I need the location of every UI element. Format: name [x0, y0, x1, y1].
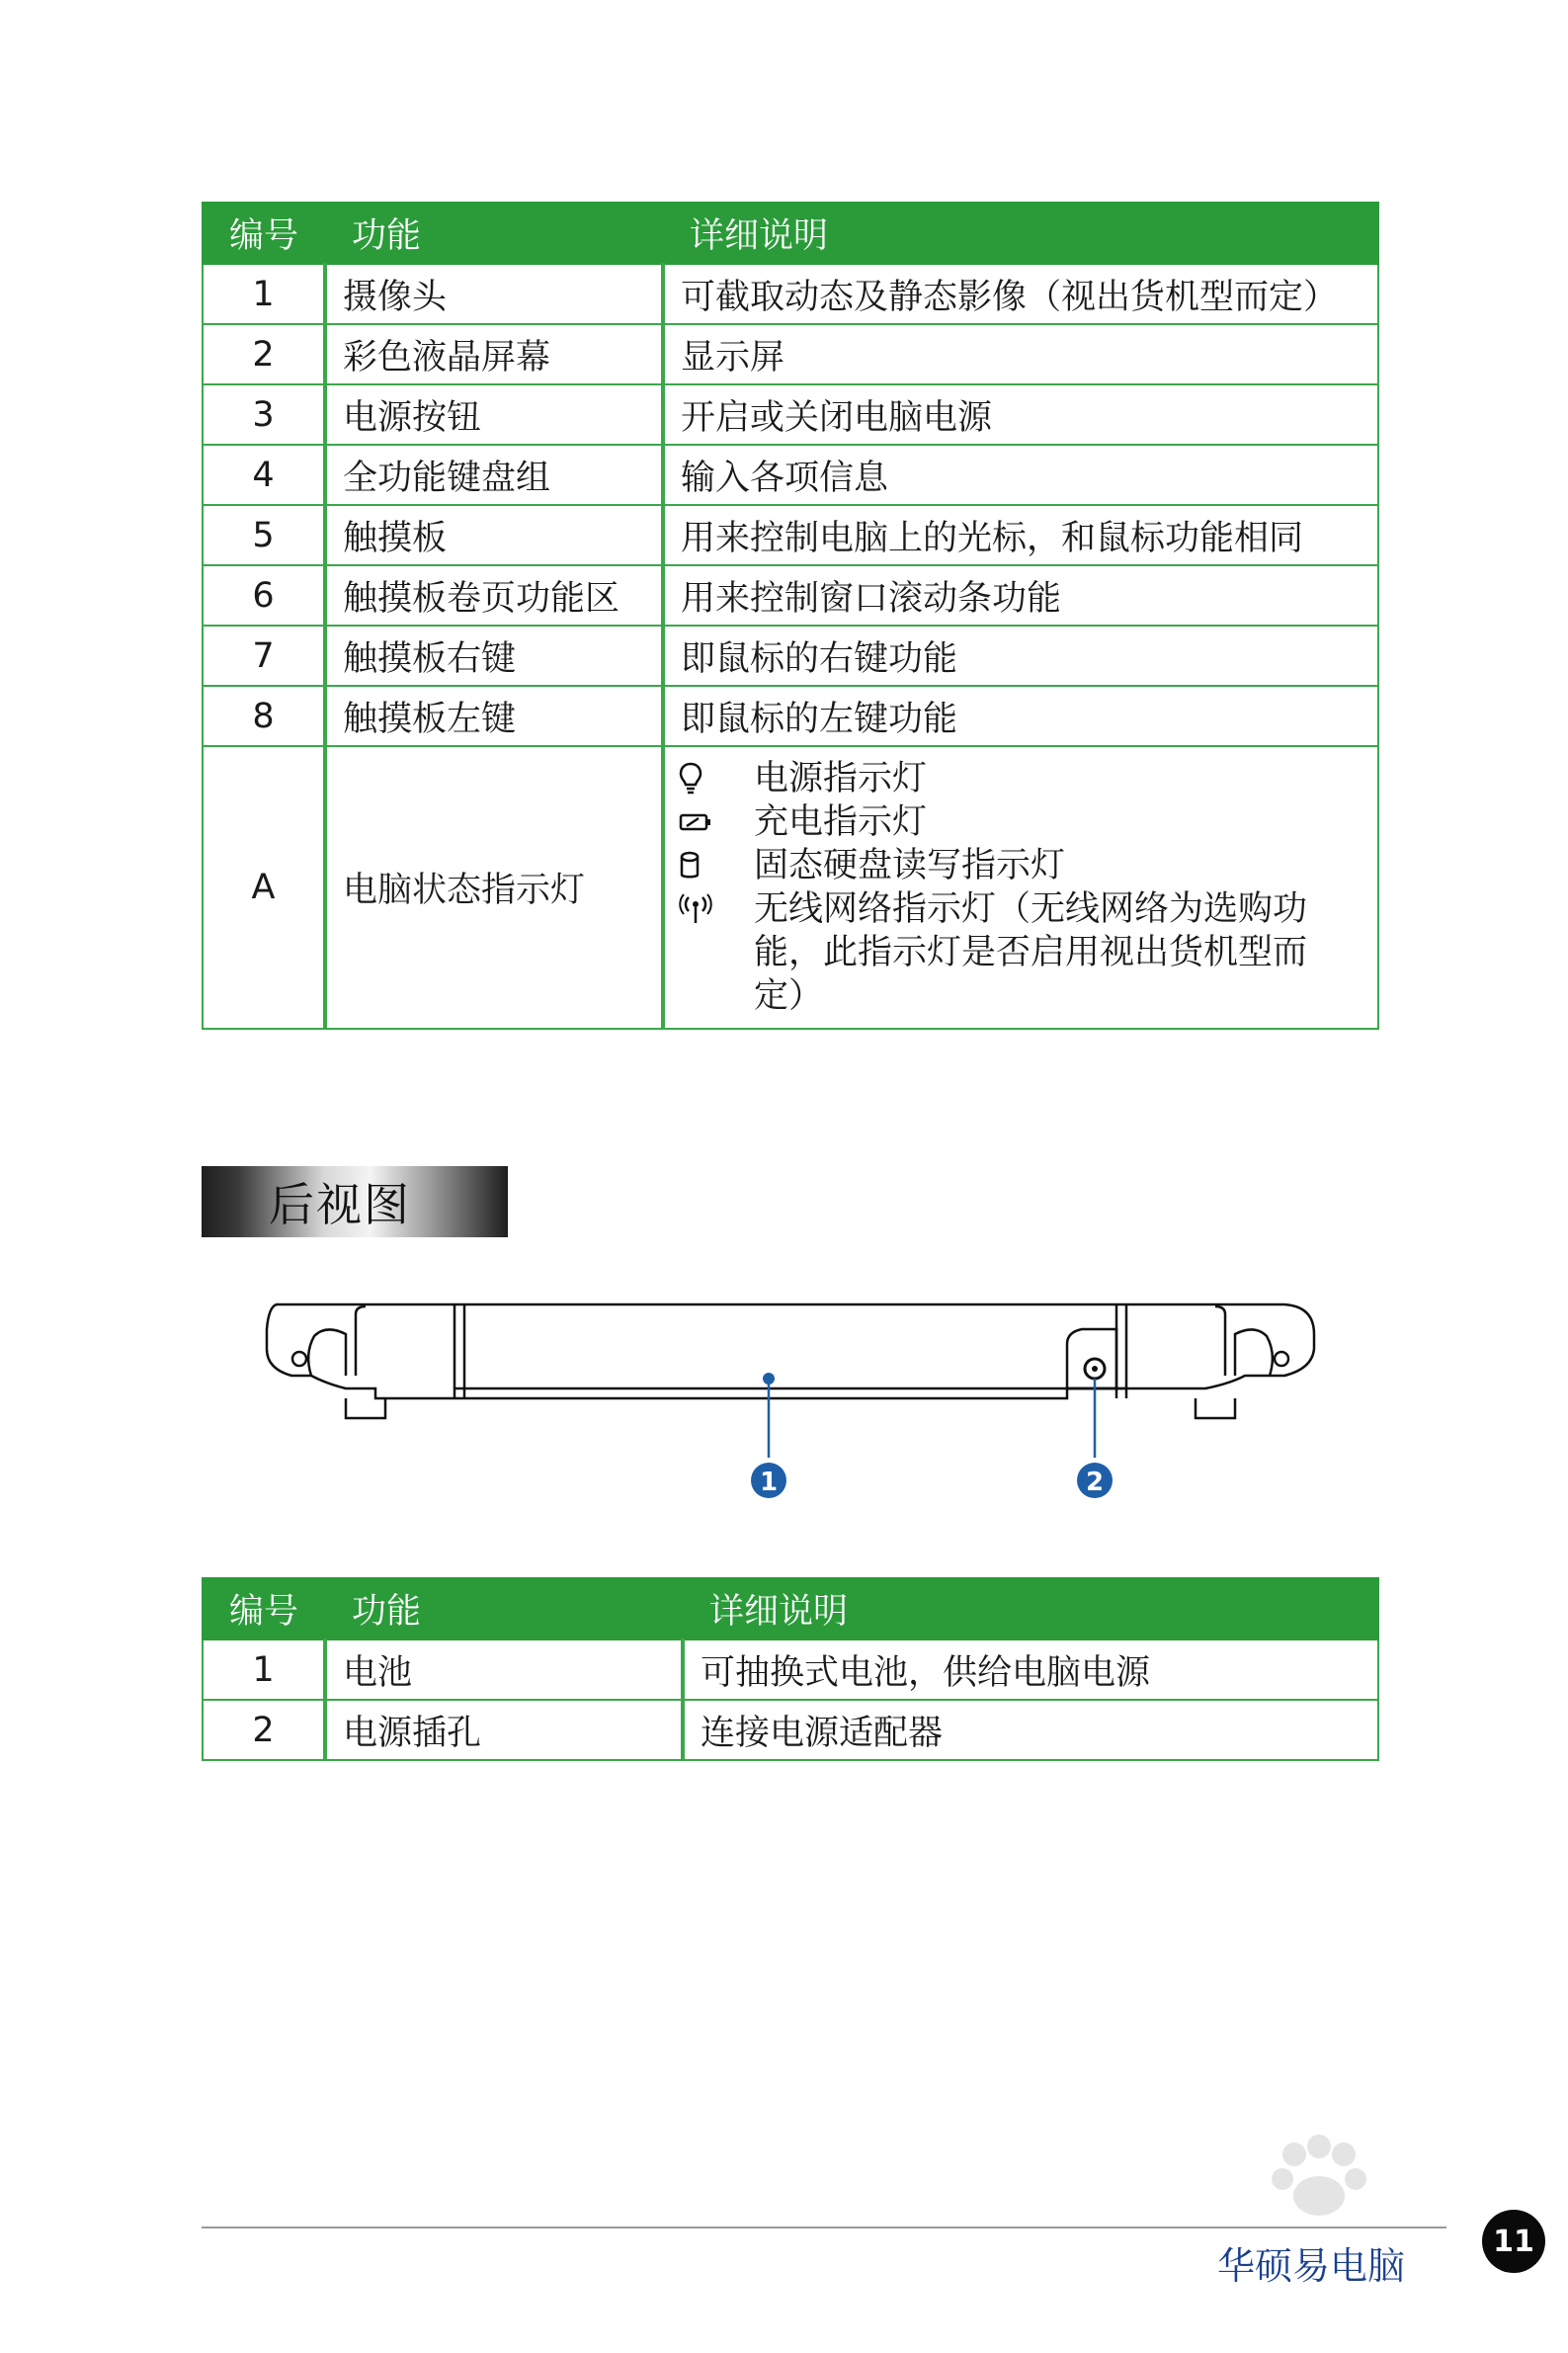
row-function: 触摸板左键 [325, 686, 663, 746]
row-description: 开启或关闭电脑电源 [663, 384, 1378, 445]
row-description: 用来控制窗口滚动条功能 [663, 565, 1378, 626]
lightbulb-icon [679, 757, 754, 800]
table-header-row [203, 1578, 1378, 1639]
row-number: 3 [203, 384, 325, 445]
footer-divider [202, 2227, 1446, 2228]
table-row [203, 505, 1378, 565]
header-number: 编号 [203, 203, 325, 264]
table-row [203, 445, 1378, 505]
row-description: 用来控制电脑上的光标，和鼠标功能相同 [663, 505, 1378, 565]
table-row [203, 565, 1378, 626]
table-row [203, 686, 1378, 746]
table-row [203, 626, 1378, 686]
row-number: 5 [203, 505, 325, 565]
header-description: 详细说明 [683, 1578, 1378, 1639]
front-features-table [202, 202, 1379, 1030]
wireless-icon [679, 887, 754, 931]
row-function: 彩色液晶屏幕 [325, 324, 663, 384]
row-number: 7 [203, 626, 325, 686]
row-number: 1 [203, 1639, 325, 1700]
indicator-list [663, 746, 1378, 1029]
callout-2: 2 [1085, 1468, 1105, 1497]
row-description: 即鼠标的左键功能 [663, 686, 1378, 746]
row-function: 电源按钮 [325, 384, 663, 445]
indicator-label: 固态硬盘读写指示灯 [754, 846, 1066, 885]
table-row [203, 264, 1378, 324]
indicator-item [679, 757, 1377, 800]
row-function: 摄像头 [325, 264, 663, 324]
row-number: 2 [203, 324, 325, 384]
rear-view-diagram [257, 1285, 1324, 1542]
callout-1: 1 [759, 1468, 779, 1497]
row-number: 2 [203, 1700, 325, 1760]
row-function: 触摸板 [325, 505, 663, 565]
row-function: 触摸板右键 [325, 626, 663, 686]
disk-icon [679, 844, 754, 887]
header-number: 编号 [203, 1578, 325, 1639]
row-number: 6 [203, 565, 325, 626]
row-description: 即鼠标的右键功能 [663, 626, 1378, 686]
indicator-label: 充电指示灯 [754, 802, 928, 842]
row-description: 连接电源适配器 [683, 1700, 1378, 1760]
indicator-label: 电源指示灯 [754, 759, 928, 798]
section-title: 后视图 [269, 1178, 411, 1231]
rear-features-table [202, 1577, 1379, 1761]
table-row [203, 1639, 1378, 1700]
row-function: 全功能键盘组 [325, 445, 663, 505]
indicator-item [679, 844, 1377, 887]
row-function: 电源插孔 [325, 1700, 683, 1760]
table-row-indicators [203, 746, 1378, 1029]
header-function: 功能 [325, 1578, 683, 1639]
row-number: 8 [203, 686, 325, 746]
indicator-label: 无线网络指示灯（无线网络为选购功能，此指示灯是否启用视出货机型而定） [754, 889, 1308, 1016]
row-number: 4 [203, 445, 325, 505]
row-description: 显示屏 [663, 324, 1378, 384]
battery-icon [679, 800, 754, 844]
row-function: 触摸板卷页功能区 [325, 565, 663, 626]
row-description: 可截取动态及静态影像（视出货机型而定） [663, 264, 1378, 324]
row-function: 电脑状态指示灯 [325, 746, 663, 1029]
table-row [203, 324, 1378, 384]
row-number: A [203, 746, 325, 1029]
row-description: 可抽换式电池，供给电脑电源 [683, 1639, 1378, 1700]
header-function: 功能 [325, 203, 663, 264]
row-description: 输入各项信息 [663, 445, 1378, 505]
table-row [203, 1700, 1378, 1760]
row-number: 1 [203, 264, 325, 324]
row-function: 电池 [325, 1639, 683, 1700]
section-banner [202, 1166, 508, 1237]
footer-title: 华硕易电脑 [1217, 2244, 1406, 2288]
indicator-item [679, 887, 1377, 1018]
page-number: 11 [1482, 2210, 1545, 2273]
header-description: 详细说明 [663, 203, 1378, 264]
table-header-row [203, 203, 1378, 264]
indicator-item [679, 800, 1377, 844]
table-row [203, 384, 1378, 445]
